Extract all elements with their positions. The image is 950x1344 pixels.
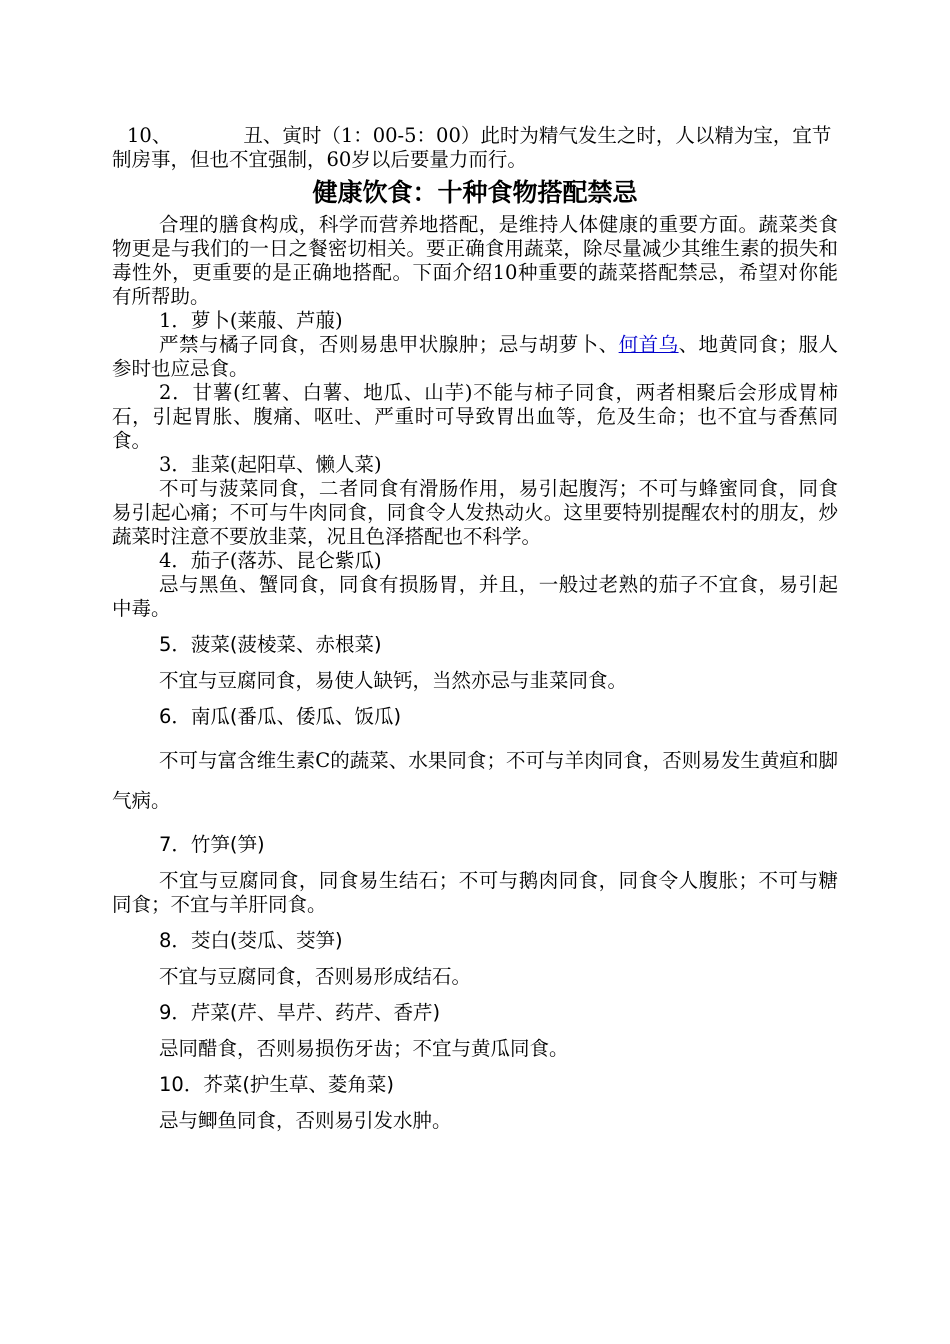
item-heading: 2．甘薯(红薯、白薯、地瓜、山芋) — [159, 381, 473, 404]
item-body — [112, 333, 838, 381]
intro-number: 10、 — [127, 124, 172, 147]
item-body: 忌与黑鱼、蟹同食，同食有损肠胃，并且，一般过老熟的茄子不宜食，易引起中毒。 — [112, 573, 838, 620]
item-heading: 9．芹菜(芹、旱芹、药芹、香芹) — [159, 1001, 441, 1024]
intro-continuation: 制房事，但也不宜强制，60岁以后要量力而行。 — [112, 148, 527, 171]
document-page — [112, 124, 838, 1133]
item-heading: 3．韭菜(起阳草、懒人菜) — [159, 453, 382, 476]
lead-paragraph: 合理的膳食构成，科学而营养地搭配，是维持人体健康的重要方面。蔬菜类食物更是与我们的一日之餐密切相关。要正确食用蔬菜，除尽量减少其维生素的损失和毒性外，更重要的是正确地搭配。下面介绍10种重要的蔬菜搭配禁忌，希望对你能有所帮助。 — [112, 213, 838, 308]
item-heading: 1．萝卜(莱菔、芦菔) — [159, 309, 343, 332]
item-heading: 7．竹笋(笋) — [159, 833, 265, 856]
item-body: 不可与富含维生素C的蔬菜、水果同食；不可与羊肉同食，否则易发生黄疸和脚气病。 — [112, 749, 838, 812]
item-heading: 8．茭白(茭瓜、茭笋) — [159, 929, 343, 952]
intro-paragraph — [112, 124, 838, 148]
intro-text-line1: 丑、寅时（1：00-5：00）此时为精气发生之时，人以精为宝，宜节 — [243, 124, 832, 147]
item-body: 不可与菠菜同食，二者同食有滑肠作用，易引起腹泻；不可与蜂蜜同食，同食易引起心痛；不可与牛肉同食，同食令人发热动火。这里要特别提醒农村的朋友，炒蔬菜时注意不要放韭菜，况且色泽搭配也不科学。 — [112, 477, 838, 548]
item-body-text: 不能与柿子同食，两者相聚后会形成胃柿石，引起胃胀、腹痛、呕吐、严重时可导致胃出血等，危及生命；也不宜与香蕉同食。 — [112, 381, 838, 452]
article-title: 健康饮食：十种食物搭配禁忌 — [312, 178, 638, 207]
item-body-text: 严禁与橘子同食，否则易患甲状腺肿；忌与胡萝卜、 — [159, 333, 619, 356]
item-paragraph — [112, 381, 838, 453]
item-heading: 10．芥菜(护生草、菱角菜) — [159, 1073, 395, 1096]
item-heading: 6．南瓜(番瓜、倭瓜、饭瓜) — [159, 705, 402, 728]
item-heading: 4．茄子(落苏、昆仑紫瓜) — [159, 549, 382, 572]
item-body-text: 、地黄同食；服人参时也应忌食。 — [112, 333, 838, 380]
item-body: 忌同醋食，否则易损伤牙齿；不宜与黄瓜同食。 — [159, 1037, 569, 1060]
item-heading: 5．菠菜(菠棱菜、赤根菜) — [159, 633, 382, 656]
item-body: 不宜与豆腐同食，否则易形成结石。 — [159, 965, 472, 988]
heshouwu-link[interactable]: 何首乌 — [618, 333, 679, 356]
item-body: 不宜与豆腐同食，易使人缺钙，当然亦忌与韭菜同食。 — [159, 669, 628, 692]
item-body: 不宜与豆腐同食，同食易生结石；不可与鹅肉同食，同食令人腹胀；不可与糖同食；不宜与羊肝同食。 — [112, 869, 838, 916]
item-body: 忌与鲫鱼同食，否则易引发水肿。 — [159, 1109, 452, 1132]
